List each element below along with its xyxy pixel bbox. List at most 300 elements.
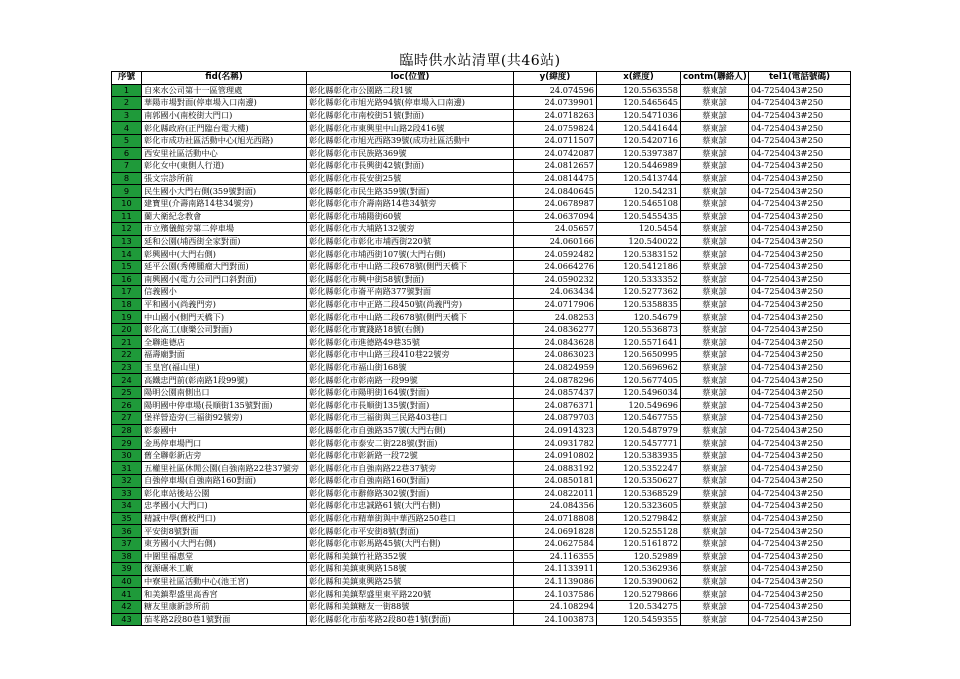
column-header-phone: tel1(電話號碼) xyxy=(749,72,851,85)
station-location: 彰化縣彰化市平安街8號(對面) xyxy=(307,525,514,538)
station-latitude: 24.1139086 xyxy=(514,575,597,588)
station-location: 彰化縣彰化市彰新路一段72號 xyxy=(307,449,514,462)
station-name: 自強停車場(自強南路160對面) xyxy=(142,475,307,488)
station-phone: 04-7254043#250 xyxy=(749,109,851,122)
station-location: 彰化縣彰化市茄苳路2段80巷1號(對面) xyxy=(307,613,514,626)
station-latitude: 24.0843628 xyxy=(514,336,597,349)
table-row xyxy=(112,172,851,185)
station-latitude: 24.0742087 xyxy=(514,147,597,160)
table-row xyxy=(112,311,851,324)
station-latitude: 24.1003873 xyxy=(514,613,597,626)
station-phone: 04-7254043#250 xyxy=(749,399,851,412)
station-latitude: 24.0812657 xyxy=(514,160,597,173)
row-number: 24 xyxy=(112,374,142,387)
station-phone: 04-7254043#250 xyxy=(749,197,851,210)
station-longitude: 120.5455435 xyxy=(597,210,681,223)
station-location: 彰化縣和美鎮東興路25號 xyxy=(307,575,514,588)
station-latitude: 24.0857437 xyxy=(514,386,597,399)
table-body xyxy=(112,84,851,626)
station-phone: 04-7254043#250 xyxy=(749,500,851,513)
station-name: 中山國小(側門天橋下) xyxy=(142,311,307,324)
station-longitude: 120.5390062 xyxy=(597,575,681,588)
station-phone: 04-7254043#250 xyxy=(749,424,851,437)
table-row xyxy=(112,286,851,299)
station-phone: 04-7254043#250 xyxy=(749,475,851,488)
station-longitude: 120.5333352 xyxy=(597,273,681,286)
table-row xyxy=(112,273,851,286)
table-row xyxy=(112,185,851,198)
station-location: 彰化縣彰化市興中街58號(對面) xyxy=(307,273,514,286)
station-name: 彰泰國中 xyxy=(142,424,307,437)
table-row xyxy=(112,424,851,437)
station-location: 彰化縣彰化市公園路二段1號 xyxy=(307,84,514,97)
station-location: 彰化縣彰化市中山路二段678號(側門天橋下 xyxy=(307,260,514,273)
station-longitude: 120.5571641 xyxy=(597,336,681,349)
station-latitude: 24.074596 xyxy=(514,84,597,97)
station-latitude: 24.1133911 xyxy=(514,563,597,576)
station-phone: 04-7254043#250 xyxy=(749,537,851,550)
row-number: 16 xyxy=(112,273,142,286)
station-latitude: 24.0863023 xyxy=(514,349,597,362)
station-latitude: 24.108294 xyxy=(514,600,597,613)
table-row xyxy=(112,600,851,613)
table-row xyxy=(112,122,851,135)
station-contact: 蔡東諺 xyxy=(681,248,749,261)
station-longitude: 120.5563558 xyxy=(597,84,681,97)
station-longitude: 120.54231 xyxy=(597,185,681,198)
table-row xyxy=(112,500,851,513)
station-name: 中寮里社區活動中心(池王宮) xyxy=(142,575,307,588)
station-name: 堡祥營造旁(三福街92號旁) xyxy=(142,412,307,425)
station-location: 彰化縣彰化市大埔路132號旁 xyxy=(307,223,514,236)
station-longitude: 120.5471036 xyxy=(597,109,681,122)
station-name: 彰興國中(大門右側) xyxy=(142,248,307,261)
table-row xyxy=(112,537,851,550)
row-number: 32 xyxy=(112,475,142,488)
table-row xyxy=(112,437,851,450)
station-location: 彰化縣彰化市彰化市埔西街220號 xyxy=(307,235,514,248)
station-name: 彰化女中(東側人行道) xyxy=(142,160,307,173)
station-phone: 04-7254043#250 xyxy=(749,260,851,273)
station-longitude: 120.549696 xyxy=(597,399,681,412)
station-name: 南興國小(電力公司門口斜對面) xyxy=(142,273,307,286)
column-header-latitude: y(緯度) xyxy=(514,72,597,85)
station-phone: 04-7254043#250 xyxy=(749,449,851,462)
station-name: 糖友里康新診所前 xyxy=(142,600,307,613)
row-number: 22 xyxy=(112,349,142,362)
station-contact: 蔡東諺 xyxy=(681,374,749,387)
station-contact: 蔡東諺 xyxy=(681,588,749,601)
station-latitude: 24.0931782 xyxy=(514,437,597,450)
station-contact: 蔡東諺 xyxy=(681,412,749,425)
station-contact: 蔡東諺 xyxy=(681,537,749,550)
row-number: 17 xyxy=(112,286,142,299)
row-number: 7 xyxy=(112,160,142,173)
station-longitude: 120.5352247 xyxy=(597,462,681,475)
station-name: 忠孝國小(大門口) xyxy=(142,500,307,513)
station-name: 全聯進德店 xyxy=(142,336,307,349)
station-contact: 蔡東諺 xyxy=(681,462,749,475)
station-phone: 04-7254043#250 xyxy=(749,487,851,500)
station-latitude: 24.0876371 xyxy=(514,399,597,412)
station-contact: 蔡東諺 xyxy=(681,223,749,236)
row-number: 36 xyxy=(112,525,142,538)
station-phone: 04-7254043#250 xyxy=(749,97,851,110)
station-phone: 04-7254043#250 xyxy=(749,386,851,399)
table-row xyxy=(112,97,851,110)
station-name: 市立殯儀館旁第二停車場 xyxy=(142,223,307,236)
column-header-contact: contm(聯絡人) xyxy=(681,72,749,85)
station-contact: 蔡東諺 xyxy=(681,197,749,210)
row-number: 13 xyxy=(112,235,142,248)
table-row xyxy=(112,449,851,462)
station-location: 彰化縣彰化市實踐路18號(右側) xyxy=(307,323,514,336)
table-row xyxy=(112,475,851,488)
station-latitude: 24.0914323 xyxy=(514,424,597,437)
table-row xyxy=(112,374,851,387)
station-contact: 蔡東諺 xyxy=(681,437,749,450)
station-contact: 蔡東諺 xyxy=(681,613,749,626)
station-location: 彰化縣彰化市介壽南路14巷34號旁 xyxy=(307,197,514,210)
station-contact: 蔡東諺 xyxy=(681,600,749,613)
station-phone: 04-7254043#250 xyxy=(749,311,851,324)
station-contact: 蔡東諺 xyxy=(681,147,749,160)
station-contact: 蔡東諺 xyxy=(681,311,749,324)
station-longitude: 120.5465645 xyxy=(597,97,681,110)
station-location: 彰化縣彰化市忠誠路61號(大門右側) xyxy=(307,500,514,513)
table-row xyxy=(112,298,851,311)
station-longitude: 120.5362936 xyxy=(597,563,681,576)
station-name: 華陽市場對面(停車場入口南邊) xyxy=(142,97,307,110)
row-number: 39 xyxy=(112,563,142,576)
row-number: 28 xyxy=(112,424,142,437)
station-contact: 蔡東諺 xyxy=(681,399,749,412)
water-station-table xyxy=(111,71,851,626)
row-number: 18 xyxy=(112,298,142,311)
station-longitude: 120.5323605 xyxy=(597,500,681,513)
station-location: 彰化縣彰化市民族路369號 xyxy=(307,147,514,160)
station-latitude: 24.0883192 xyxy=(514,462,597,475)
table-row xyxy=(112,487,851,500)
table-row xyxy=(112,147,851,160)
station-phone: 04-7254043#250 xyxy=(749,437,851,450)
row-number: 41 xyxy=(112,588,142,601)
header-row xyxy=(112,72,851,85)
station-phone: 04-7254043#250 xyxy=(749,563,851,576)
station-longitude: 120.5255128 xyxy=(597,525,681,538)
station-contact: 蔡東諺 xyxy=(681,185,749,198)
station-name: 平和國小(尚義門旁) xyxy=(142,298,307,311)
row-number: 40 xyxy=(112,575,142,588)
station-location: 彰化縣彰化市辭修路302號(對面) xyxy=(307,487,514,500)
station-name: 復源碾米工廠 xyxy=(142,563,307,576)
row-number: 35 xyxy=(112,512,142,525)
station-contact: 蔡東諺 xyxy=(681,475,749,488)
station-name: 東芳國小(大門右側) xyxy=(142,537,307,550)
station-longitude: 120.5383152 xyxy=(597,248,681,261)
row-number: 6 xyxy=(112,147,142,160)
station-latitude: 24.0879703 xyxy=(514,412,597,425)
station-name: 陽明國中停車場(長順街135號對面) xyxy=(142,399,307,412)
row-number: 5 xyxy=(112,134,142,147)
row-number: 20 xyxy=(112,323,142,336)
table-row xyxy=(112,399,851,412)
station-phone: 04-7254043#250 xyxy=(749,349,851,362)
station-longitude: 120.5358835 xyxy=(597,298,681,311)
station-location: 彰化縣彰化市自強路357號(大門右側) xyxy=(307,424,514,437)
station-phone: 04-7254043#250 xyxy=(749,412,851,425)
station-phone: 04-7254043#250 xyxy=(749,374,851,387)
station-name: 彰化高工(康樂公司對面) xyxy=(142,323,307,336)
station-longitude: 120.5446989 xyxy=(597,160,681,173)
station-location: 彰化縣彰化市中山路二段678號(側門天橋下 xyxy=(307,311,514,324)
station-longitude: 120.5457771 xyxy=(597,437,681,450)
row-number: 2 xyxy=(112,97,142,110)
station-latitude: 24.0878296 xyxy=(514,374,597,387)
station-latitude: 24.0718263 xyxy=(514,109,597,122)
station-longitude: 120.5677405 xyxy=(597,374,681,387)
station-latitude: 24.0822011 xyxy=(514,487,597,500)
station-phone: 04-7254043#250 xyxy=(749,185,851,198)
station-location: 彰化縣和美鎮犁盛里東平路220號 xyxy=(307,588,514,601)
station-phone: 04-7254043#250 xyxy=(749,613,851,626)
row-number: 12 xyxy=(112,223,142,236)
station-name: 延平公園(秀傳腫瘤大門對面) xyxy=(142,260,307,273)
column-header-no: 序號 xyxy=(112,72,142,85)
station-location: 彰化縣彰化市旭光路94號(停車場入口南邊) xyxy=(307,97,514,110)
station-latitude: 24.116355 xyxy=(514,550,597,563)
station-name: 彰化縣政府(正門臨台電大樓) xyxy=(142,122,307,135)
station-longitude: 120.5413744 xyxy=(597,172,681,185)
station-location: 彰化縣彰化市中正路二段450號(尚義門旁) xyxy=(307,298,514,311)
table-row xyxy=(112,260,851,273)
station-contact: 蔡東諺 xyxy=(681,512,749,525)
station-name: 陽明公園南側出口 xyxy=(142,386,307,399)
station-longitude: 120.5397387 xyxy=(597,147,681,160)
station-location: 彰化縣彰化市長安街25號 xyxy=(307,172,514,185)
station-name: 蘭大衛紀念教會 xyxy=(142,210,307,223)
row-number: 29 xyxy=(112,437,142,450)
station-name: 延和公園(埔西街全家對面) xyxy=(142,235,307,248)
station-phone: 04-7254043#250 xyxy=(749,550,851,563)
table-row xyxy=(112,197,851,210)
station-longitude: 120.5279866 xyxy=(597,588,681,601)
row-number: 34 xyxy=(112,500,142,513)
station-location: 彰化縣彰化市陽明街164號(對面) xyxy=(307,386,514,399)
station-longitude: 120.5277362 xyxy=(597,286,681,299)
row-number: 11 xyxy=(112,210,142,223)
station-location: 彰化縣彰化市埔陽街60號 xyxy=(307,210,514,223)
row-number: 21 xyxy=(112,336,142,349)
station-contact: 蔡東諺 xyxy=(681,134,749,147)
station-name: 精誠中學(舊校門口) xyxy=(142,512,307,525)
station-location: 彰化縣彰化市中山路三段410巷22號旁 xyxy=(307,349,514,362)
station-longitude: 120.5412186 xyxy=(597,260,681,273)
table-row xyxy=(112,588,851,601)
column-header-longitude: x(經度) xyxy=(597,72,681,85)
table-row xyxy=(112,160,851,173)
station-contact: 蔡東諺 xyxy=(681,286,749,299)
station-location: 彰化縣彰化市泰安二街228號(對面) xyxy=(307,437,514,450)
station-latitude: 24.08253 xyxy=(514,311,597,324)
table-row xyxy=(112,563,851,576)
station-longitude: 120.5368529 xyxy=(597,487,681,500)
station-phone: 04-7254043#250 xyxy=(749,361,851,374)
row-number: 30 xyxy=(112,449,142,462)
station-location: 彰化縣和美鎮糖友一街88號 xyxy=(307,600,514,613)
station-location: 彰化縣和美鎮竹社路352號 xyxy=(307,550,514,563)
table-row xyxy=(112,412,851,425)
row-number: 25 xyxy=(112,386,142,399)
row-number: 23 xyxy=(112,361,142,374)
station-name: 高鐵忠門前(彰南路1段99號) xyxy=(142,374,307,387)
row-number: 37 xyxy=(112,537,142,550)
station-longitude: 120.5467755 xyxy=(597,412,681,425)
row-number: 27 xyxy=(112,412,142,425)
station-contact: 蔡東諺 xyxy=(681,449,749,462)
station-name: 五權里社區休閒公園(自強南路22巷37號旁 xyxy=(142,462,307,475)
station-latitude: 24.1037586 xyxy=(514,588,597,601)
station-contact: 蔡東諺 xyxy=(681,386,749,399)
station-longitude: 120.5496034 xyxy=(597,386,681,399)
station-longitude: 120.52989 xyxy=(597,550,681,563)
station-latitude: 24.0678987 xyxy=(514,197,597,210)
station-contact: 蔡東諺 xyxy=(681,84,749,97)
station-phone: 04-7254043#250 xyxy=(749,336,851,349)
table-row xyxy=(112,134,851,147)
table-row xyxy=(112,323,851,336)
station-phone: 04-7254043#250 xyxy=(749,84,851,97)
station-longitude: 120.5441644 xyxy=(597,122,681,135)
table-row xyxy=(112,550,851,563)
station-contact: 蔡東諺 xyxy=(681,235,749,248)
row-number: 19 xyxy=(112,311,142,324)
table-row xyxy=(112,248,851,261)
table-row xyxy=(112,109,851,122)
station-phone: 04-7254043#250 xyxy=(749,235,851,248)
station-contact: 蔡東諺 xyxy=(681,273,749,286)
table-row xyxy=(112,349,851,362)
station-latitude: 24.0627584 xyxy=(514,537,597,550)
station-contact: 蔡東諺 xyxy=(681,487,749,500)
station-latitude: 24.0590232 xyxy=(514,273,597,286)
row-number: 38 xyxy=(112,550,142,563)
station-latitude: 24.0739901 xyxy=(514,97,597,110)
station-name: 自來水公司第十一區管理處 xyxy=(142,84,307,97)
station-location: 彰化縣彰化市三福街與三民路403巷口 xyxy=(307,412,514,425)
column-header-name: fid(名稱) xyxy=(142,72,307,85)
row-number: 4 xyxy=(112,122,142,135)
station-contact: 蔡東諺 xyxy=(681,260,749,273)
station-latitude: 24.0840645 xyxy=(514,185,597,198)
station-phone: 04-7254043#250 xyxy=(749,160,851,173)
station-latitude: 24.0836277 xyxy=(514,323,597,336)
station-longitude: 120.5383935 xyxy=(597,449,681,462)
table-row xyxy=(112,386,851,399)
station-contact: 蔡東諺 xyxy=(681,525,749,538)
station-phone: 04-7254043#250 xyxy=(749,147,851,160)
station-longitude: 120.5161872 xyxy=(597,537,681,550)
station-location: 彰化縣彰化市彰南路一段99號 xyxy=(307,374,514,387)
station-name: 張文宗診所前 xyxy=(142,172,307,185)
station-latitude: 24.0691828 xyxy=(514,525,597,538)
station-longitude: 120.5465108 xyxy=(597,197,681,210)
station-location: 彰化縣彰化市精華街與中華西路250巷口 xyxy=(307,512,514,525)
station-contact: 蔡東諺 xyxy=(681,575,749,588)
station-location: 彰化縣彰化市長順街135號(對面) xyxy=(307,399,514,412)
table-row xyxy=(112,223,851,236)
station-location: 彰化縣彰化市旭光西路39號(成功社區活動中 xyxy=(307,134,514,147)
station-name: 福壽廟對面 xyxy=(142,349,307,362)
station-contact: 蔡東諺 xyxy=(681,97,749,110)
station-location: 彰化縣和美鎮東興路158號 xyxy=(307,563,514,576)
station-location: 彰化縣彰化市崙平南路377號對面 xyxy=(307,286,514,299)
table-row xyxy=(112,575,851,588)
station-location: 彰化縣彰化市埔西街107號(大門右側) xyxy=(307,248,514,261)
station-contact: 蔡東諺 xyxy=(681,160,749,173)
page-title: 臨時供水站清單(共46站) xyxy=(399,53,561,69)
station-location: 彰化縣彰化市自強南路160(對面) xyxy=(307,475,514,488)
station-contact: 蔡東諺 xyxy=(681,323,749,336)
station-name: 舊全聯彰新店旁 xyxy=(142,449,307,462)
station-name: 西安里社區活動中心 xyxy=(142,147,307,160)
station-contact: 蔡東諺 xyxy=(681,298,749,311)
station-latitude: 24.0717906 xyxy=(514,298,597,311)
station-name: 中圍里福惠堂 xyxy=(142,550,307,563)
station-longitude: 120.540022 xyxy=(597,235,681,248)
station-latitude: 24.0711507 xyxy=(514,134,597,147)
station-location: 彰化縣彰化市自強南路22巷37號旁 xyxy=(307,462,514,475)
station-name: 平安街8號對面 xyxy=(142,525,307,538)
station-location: 彰化縣彰化市福山街168號 xyxy=(307,361,514,374)
station-latitude: 24.063434 xyxy=(514,286,597,299)
station-longitude: 120.5487979 xyxy=(597,424,681,437)
row-number: 42 xyxy=(112,600,142,613)
station-longitude: 120.54679 xyxy=(597,311,681,324)
station-phone: 04-7254043#250 xyxy=(749,323,851,336)
station-name: 金馬停車場門口 xyxy=(142,437,307,450)
station-latitude: 24.084356 xyxy=(514,500,597,513)
table-row xyxy=(112,613,851,626)
station-phone: 04-7254043#250 xyxy=(749,273,851,286)
row-number: 8 xyxy=(112,172,142,185)
row-number: 9 xyxy=(112,185,142,198)
station-phone: 04-7254043#250 xyxy=(749,172,851,185)
station-phone: 04-7254043#250 xyxy=(749,286,851,299)
table-row xyxy=(112,235,851,248)
row-number: 3 xyxy=(112,109,142,122)
station-contact: 蔡東諺 xyxy=(681,349,749,362)
row-number: 10 xyxy=(112,197,142,210)
station-longitude: 120.5650995 xyxy=(597,349,681,362)
station-contact: 蔡東諺 xyxy=(681,563,749,576)
row-number: 26 xyxy=(112,399,142,412)
station-latitude: 24.0592482 xyxy=(514,248,597,261)
row-number: 14 xyxy=(112,248,142,261)
station-contact: 蔡東諺 xyxy=(681,500,749,513)
station-longitude: 120.5536873 xyxy=(597,323,681,336)
station-phone: 04-7254043#250 xyxy=(749,134,851,147)
station-latitude: 24.0637094 xyxy=(514,210,597,223)
station-contact: 蔡東諺 xyxy=(681,210,749,223)
station-phone: 04-7254043#250 xyxy=(749,588,851,601)
station-phone: 04-7254043#250 xyxy=(749,223,851,236)
station-latitude: 24.0759824 xyxy=(514,122,597,135)
station-location: 彰化縣彰化市東興里中山路2段416號 xyxy=(307,122,514,135)
row-number: 31 xyxy=(112,462,142,475)
station-phone: 04-7254043#250 xyxy=(749,525,851,538)
row-number: 33 xyxy=(112,487,142,500)
